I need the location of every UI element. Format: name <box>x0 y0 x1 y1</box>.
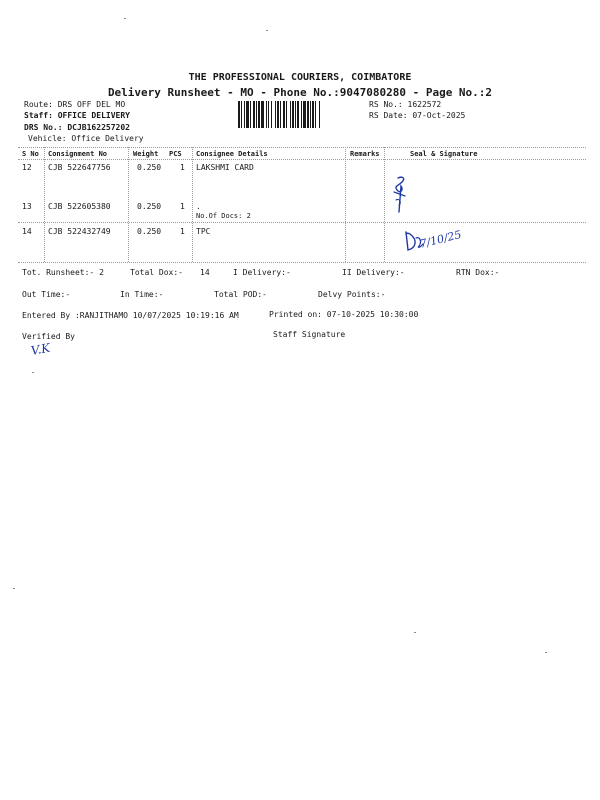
col-divider <box>44 147 45 262</box>
row-pcs: 1 <box>180 163 185 172</box>
drs-number: DRS No.: DCJB162257202 <box>24 123 130 132</box>
col-divider <box>128 147 129 262</box>
row-weight: 0.250 <box>137 202 162 211</box>
delvy-points: Delvy Points:- <box>318 290 386 299</box>
col-header-seal: Seal & Signature <box>410 150 478 158</box>
col-divider <box>345 147 346 262</box>
row-consignee: TPC <box>196 227 211 236</box>
row-pcs: 1 <box>180 227 185 236</box>
handwritten-date: 7/10/25 <box>418 227 463 251</box>
table-header-rule <box>18 159 586 160</box>
handwritten-signature-row12 <box>388 172 414 216</box>
scan-speck <box>545 652 547 653</box>
col-header-sno: S No <box>22 150 39 158</box>
tot-runsheet: Tot. Runsheet:- 2 <box>22 268 104 277</box>
col-header-remarks: Remarks <box>350 150 380 158</box>
ii-delivery: II Delivery:- <box>342 268 405 277</box>
staff-signature-label: Staff Signature <box>273 330 346 339</box>
rs-date: RS Date: 07-Oct-2025 <box>369 111 466 120</box>
col-header-weight: Weight <box>133 150 159 158</box>
in-time: In Time:- <box>120 290 164 299</box>
row-consignee: LAKSHMI CARD <box>196 163 254 172</box>
table-top-rule <box>18 147 586 148</box>
handwritten-verified-initials: V.K <box>29 340 52 358</box>
col-divider <box>192 147 193 262</box>
row-consignment: CJB 522432749 <box>48 227 111 236</box>
total-dox-value: 14 <box>200 268 210 277</box>
row-sno: 12 <box>22 163 32 172</box>
row-doc-count: No.Of Docs: 2 <box>196 212 251 220</box>
total-dox-label: Total Dox:- <box>130 268 183 277</box>
printed-on: Printed on: 07-10-2025 10:30:00 <box>269 310 419 319</box>
col-header-consignee: Consignee Details <box>196 150 268 158</box>
vehicle-label: Vehicle: Office Delivery <box>28 134 144 143</box>
scan-speck <box>13 588 15 589</box>
scan-speck <box>414 632 416 633</box>
row-pcs: 1 <box>180 202 185 211</box>
row-sno: 14 <box>22 227 32 236</box>
scan-speck <box>124 18 126 19</box>
col-divider <box>384 147 385 262</box>
route-label: Route: DRS OFF DEL MO <box>24 100 126 109</box>
total-pod: Total POD:- <box>214 290 267 299</box>
col-header-pcs: PCS <box>169 150 182 158</box>
scan-speck <box>32 372 34 373</box>
row-consignment: CJB 522647756 <box>48 163 111 172</box>
col-header-consignment: Consignment No <box>48 150 108 158</box>
row-sno: 13 <box>22 202 32 211</box>
i-delivery: I Delivery:- <box>233 268 291 277</box>
rtn-dox: RTN Dox:- <box>456 268 500 277</box>
staff-label: Staff: OFFICE DELIVERY <box>24 111 130 120</box>
out-time: Out Time:- <box>22 290 71 299</box>
row-weight: 0.250 <box>137 227 162 236</box>
row-consignee: . <box>196 202 201 211</box>
row-divider <box>18 222 586 223</box>
verified-by-label: Verified By <box>22 332 75 341</box>
company-title: THE PROFESSIONAL COURIERS, COIMBATORE <box>188 72 412 83</box>
rs-number: RS No.: 1622572 <box>369 100 442 109</box>
runsheet-title: Delivery Runsheet - MO - Phone No.:9047080280 - Page No.:2 <box>107 86 493 99</box>
table-bottom-rule <box>18 262 586 263</box>
row-consignment: CJB 522605380 <box>48 202 111 211</box>
row-weight: 0.250 <box>137 163 162 172</box>
scan-speck <box>266 30 268 31</box>
entered-by: Entered By :RANJITHAMO 10/07/2025 10:19:16 AM <box>22 311 239 320</box>
barcode <box>238 101 366 128</box>
